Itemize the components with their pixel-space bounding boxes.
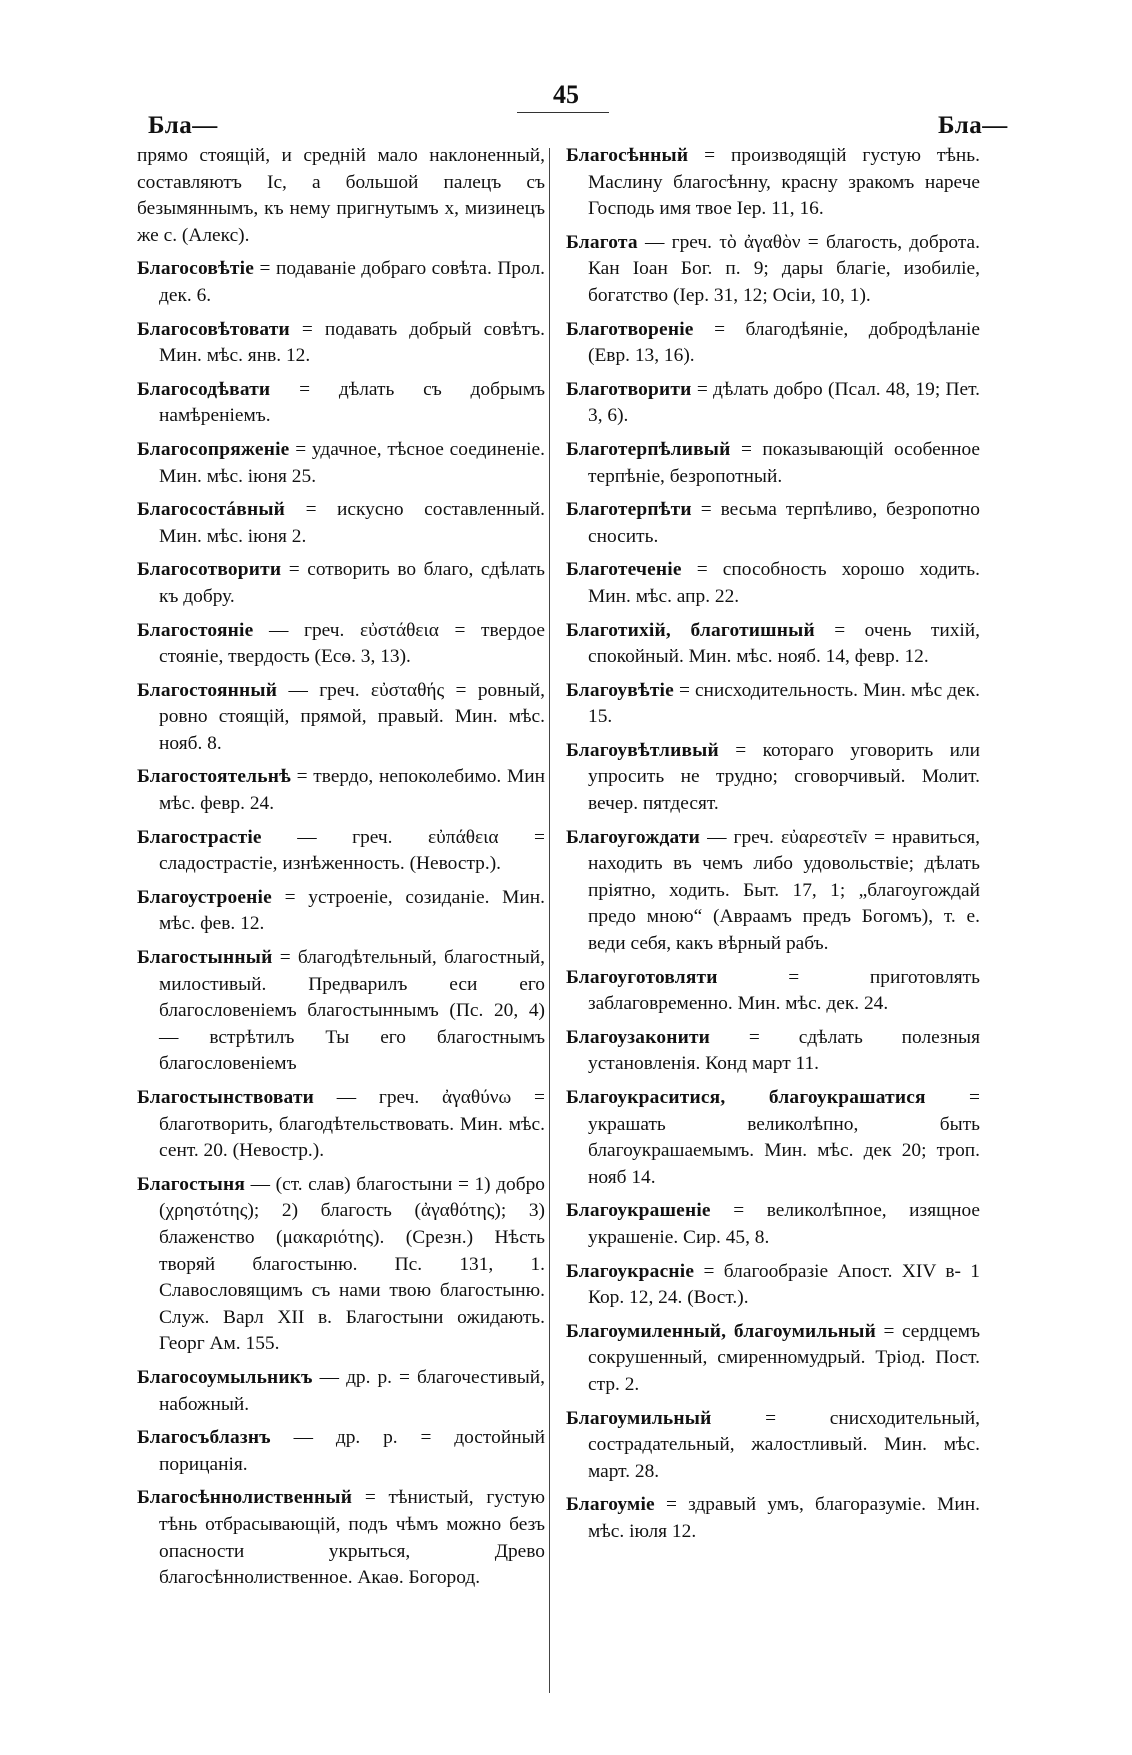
entry-headword: Благосовѣтовати (137, 318, 290, 340)
dictionary-entry (566, 825, 980, 958)
entry-definition: — (ст. слав) благостыни = 1) добро (χρηστότης); 2) благость (ἀγαθότης); 3) блаженство (μακαριότης). (Срезн.) Нѣсть творяй благостыню. Пс. 131, 1. Славословящимъ съ нами твою благостыню. Служ. Варл XII в. Благостыни ожидають. Георг Ам. 155. (159, 1173, 545, 1355)
entry-definition: прямо стоящій, и средній мало наклоненный, составляютъ Іс, а большой палецъ съ безымяннымъ, къ нему пригнутымъ х, мизинецъ же с. (Алекс). (137, 145, 545, 246)
entry-definition: = благодѣяніе, добродѣланіе (Евр. 13, 16). (588, 318, 980, 367)
entry-definition: = подаваніе добраго совѣта. Прол. дек. 6. (159, 258, 545, 306)
entry-headword: Благотерпѣливый (566, 438, 731, 460)
entry-definition: = благообразіе Апост. XIV в- 1 Кор. 12, 24. (Вост.). (588, 1260, 980, 1309)
dictionary-entry (566, 1085, 980, 1191)
entry-headword: Благостоятельнѣ (137, 766, 291, 788)
dictionary-entry (566, 437, 980, 490)
entry-headword: Благоугождати (566, 826, 701, 848)
entry-definition: = сотворить во благо, сдѣлать къ добру. (159, 559, 545, 607)
entry-definition: — др. р. = достойный порицанія. (159, 1427, 545, 1475)
entry-definition: — греч. ἀγαθύνω = благотворить, благодѣтельствовать. Мин. мѣс. сент. 20. (Невостр.). (159, 1087, 545, 1162)
entry-definition: = сердцемъ сокрушенный, смиренномудрый. Тріод. Пост. стр. 2. (588, 1320, 980, 1395)
right-column (566, 143, 980, 1553)
entry-headword: Благоукрасніе (566, 1260, 695, 1282)
page-number-rule (517, 112, 609, 113)
dictionary-entry (137, 885, 545, 938)
entry-definition: = устроеніе, созиданіе. Мин. мѣс. фев. 12. (159, 886, 545, 935)
entry-definition: — др. р. = благочестивый, набожный. (159, 1366, 545, 1415)
entry-definition: = весьма терпѣливо, безропотно сносить. (588, 499, 980, 547)
page-number: 45 (553, 80, 579, 109)
entry-definition: — греч. εὐσταθής = ровный, ровно стоящій, прямой, правый. Мин. мѣс. нояб. 8. (159, 679, 545, 754)
dictionary-entry (566, 143, 980, 223)
entry-definition: = приготовлять заблаговременно. Мин. мѣс. дек. 24. (588, 966, 980, 1015)
entry-headword: Благосовѣтіе (137, 258, 255, 280)
entry-definition: = показывающій особенное терпѣніе, безропотный. (588, 438, 980, 487)
entry-headword: Благоумиленный, благоумильный (566, 1320, 877, 1342)
dictionary-entry (566, 738, 980, 818)
dictionary-entry (566, 1319, 980, 1399)
entry-definition: = здравый умъ, благоразуміе. Мин. мѣс. іюля 12. (588, 1494, 980, 1542)
column-divider (549, 148, 550, 1693)
entry-headword: Благостынствовати (137, 1087, 315, 1108)
running-head-left: Бла— (148, 112, 218, 139)
entry-definition: = очень тихій, спокойный. Мин. мѣс. нояб. 14, февр. 12. (588, 619, 980, 668)
dictionary-entry (137, 497, 545, 550)
entry-headword: Благоузаконити (566, 1026, 711, 1048)
entry-definition: = снисходительность. Мин. мѣс дек. 15. (588, 679, 980, 728)
dictionary-entry (137, 1365, 545, 1418)
entry-headword: Благотвореніе (566, 318, 694, 340)
dictionary-entry (137, 437, 545, 490)
dictionary-entry (566, 497, 980, 550)
entry-headword: Благотихій, благотишный (566, 619, 815, 641)
entry-headword: Благоумильный (566, 1407, 712, 1429)
entry-definition: — греч. εὐαρεστεῖν = нравиться, находить въ чемъ либо удовольствіе; дѣлать пріятно, ходить. Быт. 17, 1; „благоугождай предо мною“ (Авраамъ предъ Богомъ), т. е. веди себя, какъ вѣрный рабъ. (588, 826, 980, 955)
dictionary-entry (566, 678, 980, 731)
dictionary-entry (137, 1085, 545, 1165)
entry-headword: Благосостáвный (137, 499, 286, 521)
dictionary-entry (566, 317, 980, 370)
entry-definition: = подавать добрый совѣтъ. Мин. мѣс. янв. 12. (159, 318, 545, 367)
dictionary-entry (566, 230, 980, 310)
entry-headword: Благотерпѣти (566, 499, 692, 521)
entry-headword: Благостояніе (137, 619, 254, 641)
dictionary-entry (566, 1259, 980, 1312)
entry-definition: = снисходительный, сострадательный, жалостливый. Мин. мѣс. март. 28. (588, 1407, 980, 1482)
dictionary-entry (137, 1172, 545, 1358)
entry-headword: Благоуготовляти (566, 966, 718, 988)
entry-headword: Благотеченіе (566, 559, 682, 581)
dictionary-entry (566, 1406, 980, 1486)
entry-headword: Благоувѣтіе (566, 679, 674, 701)
entry-headword: Благосоумыльникъ (137, 1366, 313, 1388)
entry-definition: = производящій густую тѣнь. Маслину благосѣнну, красну зракомъ нарече Господь имя твое Іер. 11, 16. (588, 145, 980, 220)
entry-headword: Благоуміе (566, 1494, 655, 1516)
entry-definition: = котораго уговорить или упросить не трудно; сговорчивый. Молит. вечер. пятдесят. (588, 739, 980, 815)
entry-definition: = дѣлать добро (Псал. 48, 19; Пет. 3, 6). (588, 378, 980, 427)
dictionary-entry (137, 256, 545, 309)
dictionary-entry (137, 825, 545, 878)
entry-headword: Благостыня (137, 1173, 246, 1195)
dictionary-entry (566, 965, 980, 1018)
entry-definition: = искусно составленный. Мин. мѣс. іюня 2. (159, 499, 545, 547)
entry-headword: Благоустроеніе (137, 886, 272, 908)
entry-definition: = удачное, тѣсное соединеніе. Мин. мѣс. іюня 25. (159, 438, 545, 487)
dictionary-entry (137, 678, 545, 758)
dictionary-entry (137, 317, 545, 370)
entry-headword: Благота (566, 231, 638, 253)
entry-definition: — греч. εὐπάθεια = сладострастіе, изнѣженность. (Невостр.). (159, 826, 545, 875)
dictionary-entry (566, 557, 980, 610)
dictionary-entry (137, 1485, 545, 1591)
entry-headword: Благосѣннолиственный (137, 1487, 353, 1509)
entry-definition: — греч. τὸ ἀγαθὸν = благость, доброта. Кан Іоан Бог. п. 9; дары благіе, изобиліе, богатство (Іер. 31, 12; Осіи, 10, 1). (588, 231, 980, 306)
dictionary-entry (566, 618, 980, 671)
dictionary-entry (566, 1198, 980, 1251)
entry-definition: = украшать великолѣпно, быть благоукрашаемымъ. Мин. мѣс. дек 20; троп. нояб 14. (588, 1087, 980, 1188)
entry-headword: Благосѣнный (566, 145, 689, 166)
dictionary-entry (137, 618, 545, 671)
dictionary-entry (137, 143, 545, 249)
entry-definition: = дѣлать съ добрымъ намѣреніемъ. (159, 378, 545, 427)
dictionary-entry (566, 1492, 980, 1545)
entry-definition: = тѣнистый, густую тѣнь отбрасывающій, подъ чѣмъ можно безъ опасности укрыться, Древо благосѣннолиственное. Акаѳ. Богород. (159, 1487, 545, 1589)
entry-headword: Благоукраситися, благоукрашатися (566, 1087, 926, 1108)
left-column (137, 143, 545, 1599)
entry-headword: Благоукрашеніе (566, 1200, 711, 1222)
entry-definition: = твердо, непоколебимо. Мин мѣс. февр. 24. (159, 766, 545, 815)
entry-headword: Благосопряженіе (137, 438, 290, 460)
dictionary-entry (137, 377, 545, 430)
entry-definition: = способность хорошо ходить. Мин. мѣс. апр. 22. (588, 559, 980, 607)
entry-definition: = великолѣпное, изящное украшеніе. Сир. 45, 8. (588, 1200, 980, 1248)
dictionary-entry (137, 764, 545, 817)
dictionary-entry (566, 377, 980, 430)
entry-headword: Благостынный (137, 947, 273, 969)
entry-headword: Благосъблазнъ (137, 1427, 271, 1449)
entry-definition: = благодѣтельный, благостный, милостивый. Предварилъ еси его благословеніемъ благостыннымъ (Пс. 20, 4) — встрѣтилъ Ты его благостнымъ благословеніемъ (159, 947, 545, 1075)
dictionary-entry (566, 1025, 980, 1078)
entry-definition: = сдѣлать полезныя установленія. Конд март 11. (588, 1026, 980, 1075)
dictionary-entry (137, 1425, 545, 1478)
entry-headword: Благотворити (566, 378, 692, 400)
entry-headword: Благоувѣтливый (566, 739, 719, 761)
entry-headword: Благосодѣвати (137, 378, 271, 400)
running-head-right: Бла— (938, 112, 1008, 139)
entry-headword: Благосотворити (137, 559, 282, 581)
entry-definition: — греч. εὐστάθεια = твердое стояніе, твердость (Есѳ. 3, 13). (159, 619, 545, 668)
entry-headword: Благостоянный (137, 679, 278, 701)
entry-headword: Благострастіе (137, 826, 262, 848)
dictionary-entry (137, 557, 545, 610)
dictionary-entry (137, 945, 545, 1078)
